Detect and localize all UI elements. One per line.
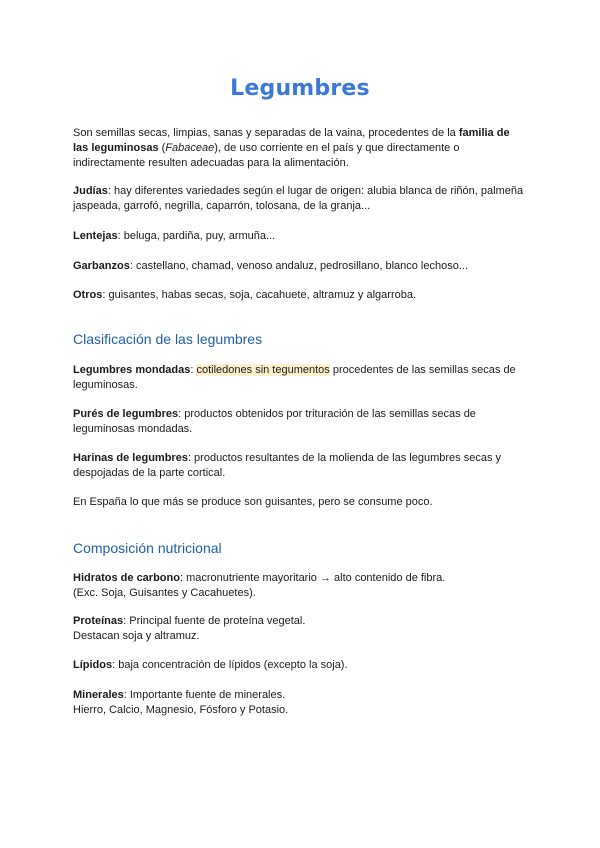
espana-paragraph: En España lo que más se produce son guisantes, pero se consume poco. — [73, 496, 433, 508]
page-title: Legumbres — [230, 76, 370, 101]
highlighted-text: cotiledones sin tegumentos — [196, 364, 330, 376]
section-heading-composicion: Composición nutricional — [73, 540, 222, 556]
lentejas-paragraph: Lentejas: beluga, pardiña, puy, armuña... — [73, 230, 276, 242]
section-heading-clasificacion: Clasificación de las legumbres — [73, 331, 263, 347]
pures-paragraph: Purés de legumbres: productos obtenidos por trituración de las semillas secas de leguminosas mondadas. — [73, 408, 476, 435]
mondadas-paragraph: Legumbres mondadas: cotiledones sin tegumentos procedentes de las semillas secas de leguminosas. — [73, 364, 516, 391]
harinas-paragraph: Harinas de legumbres: productos resultantes de la molienda de las legumbres secas y despojadas de la parte cortical. — [73, 452, 501, 479]
lipidos-paragraph: Lípidos: baja concentración de lípidos (excepto la soja). — [73, 659, 348, 671]
garbanzos-paragraph: Garbanzos: castellano, chamad, venoso andaluz, pedrosillano, blanco lechoso... — [73, 260, 469, 272]
minerales-paragraph: Minerales: Importante fuente de minerales. Hierro, Calcio, Magnesio, Fósforo y Potasio. — [73, 689, 289, 716]
proteinas-paragraph: Proteínas: Principal fuente de proteína vegetal. Destacan soja y altramuz. — [73, 615, 306, 642]
judias-paragraph: Judías: hay diferentes variedades según el lugar de origen: alubia blanca de riñón, palmeña jaspeada, garrofó, negrilla, caparrón, tolosana, de la granja... — [73, 185, 524, 212]
hidratos-paragraph: Hidratos de carbono: macronutriente mayoritario → alto contenido de fibra. (Exc. Soja, Guisantes y Cacahuetes). — [73, 572, 446, 599]
intro-paragraph: Son semillas secas, limpias, sanas y separadas de la vaina, procedentes de la familia de las leguminosas (Fabaceae), de uso corriente en el país y que directamente o indirectamente resulten adecuadas para la alimentación. — [73, 127, 510, 169]
otros-paragraph: Otros: guisantes, habas secas, soja, cacahuete, altramuz y algarroba. — [73, 289, 417, 301]
